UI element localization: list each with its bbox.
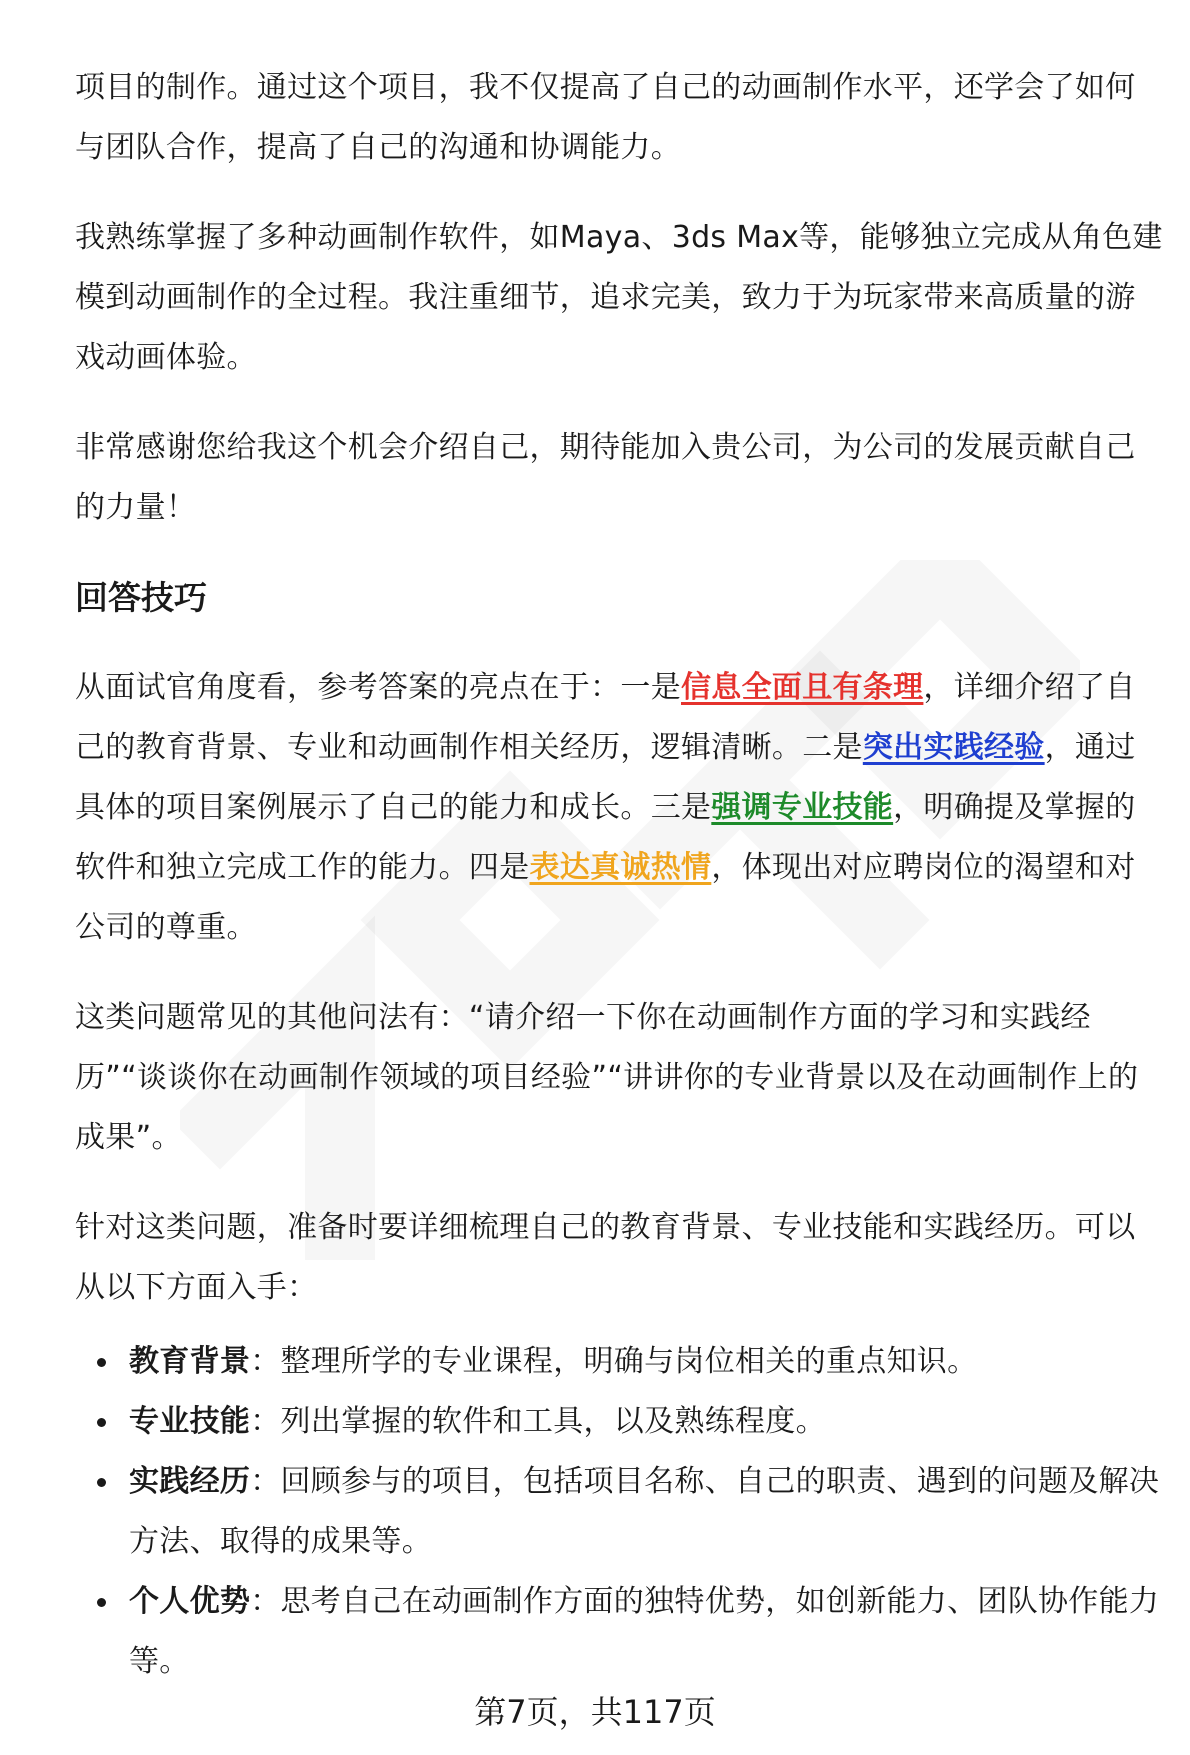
analysis-text: ，详细介绍了自己的教育背景、专业和动画制作相关经历，逻辑清晰。二是 [75,670,1136,765]
highlight-practice: 突出实践经验 [862,730,1045,765]
paragraph-project: 项目的制作。通过这个项目，我不仅提高了自己的动画制作水平，还学会了如何与团队合作，提高了自己的沟通和协调能力。 [75,70,1136,165]
tip-desc: ：思考自己在动画制作方面的独特优势，如创新能力、团队协作能力等。 [129,1584,1160,1679]
analysis-text: 从面试官角度看，参考答案的亮点在于：一是 [75,670,681,705]
paragraph-prep-intro: 针对这类问题，准备时要详细梳理自己的教育背景、专业技能和实践经历。可以从以下方面入手： [75,1210,1136,1305]
paragraph-software-skills: 我熟练掌握了多种动画制作软件，如Maya、3ds Max等，能够独立完成从角色建模到动画制作的全过程。我注重细节，追求完美，致力于为玩家带来高质量的游戏动画体验。 [75,220,1163,375]
tip-desc: ：回顾参与的项目，包括项目名称、自己的职责、遇到的问题及解决方法、取得的成果等。 [129,1464,1160,1559]
paragraph-analysis [75,658,1165,958]
tip-desc: ：整理所学的专业课程，明确与岗位相关的重点知识。 [250,1344,978,1379]
analysis-text: ，通过具体的项目案例展示了自己的能力和成长。三是 [75,730,1136,825]
bullet-dot [97,1478,106,1487]
list-item [129,1392,1165,1452]
bullet-dot [97,1358,106,1367]
list-item [129,1452,1165,1572]
section-title: 回答技巧 [75,578,207,617]
highlight-sincerity: 表达真诚热情 [529,850,712,885]
highlight-skills: 强调专业技能 [711,790,894,825]
tip-term: 实践经历 [129,1464,251,1499]
highlight-comprehensive: 信息全面且有条理 [681,670,924,705]
page-footer: 第7页，共117页 [474,1693,716,1731]
list-item [129,1572,1165,1692]
tip-desc: ：列出掌握的软件和工具，以及熟练程度。 [250,1404,826,1439]
bullet-dot [97,1598,106,1607]
tip-term: 教育背景 [129,1344,251,1379]
tip-term: 专业技能 [129,1404,251,1439]
tip-term: 个人优势 [129,1584,251,1619]
tips-list [75,1332,1165,1692]
list-item [129,1332,1165,1392]
paragraph-closing: 非常感谢您给我这个机会介绍自己，期待能加入贵公司，为公司的发展贡献自己的力量！ [75,430,1136,525]
paragraph-other-questions: 这类问题常见的其他问法有：“请介绍一下你在动画制作方面的学习和实践经历”“谈谈你在动画制作领域的项目经验”“讲讲你的专业背景以及在动画制作上的成果”。 [75,1000,1139,1155]
analysis-text: ，明确提及掌握的软件和独立完成工作的能力。四是 [75,790,1136,885]
document-page [75,58,1165,1692]
analysis-text: ，体现出对应聘岗位的渴望和对公司的尊重。 [75,850,1136,945]
bullet-dot [97,1418,106,1427]
